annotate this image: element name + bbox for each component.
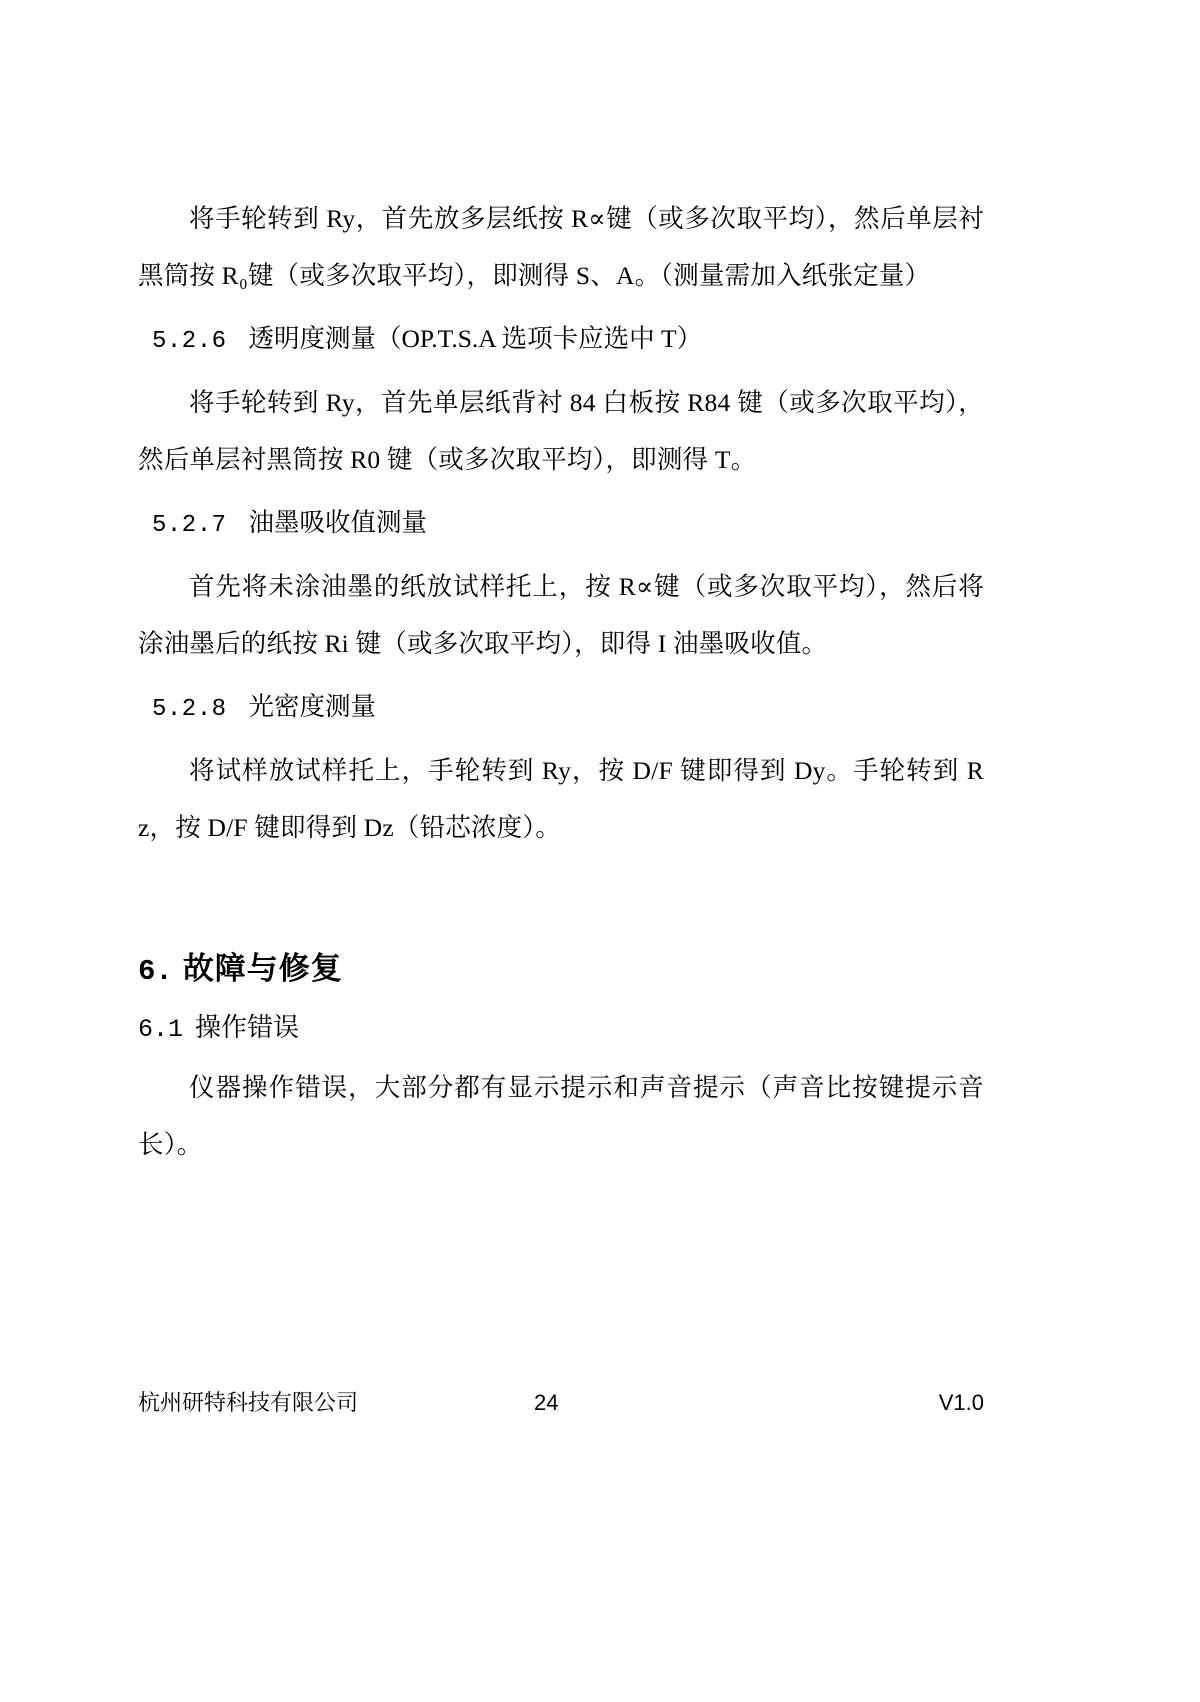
chapter-heading-6: [138, 942, 984, 999]
section-heading-6-1: [138, 1003, 984, 1055]
subheading-number: 5.2.8: [152, 696, 227, 723]
subheading-text: 透明度测量（OP.T.S.A 选项卡应选中 T）: [248, 324, 703, 353]
paragraph-ink-absorption-measurement: 首先将未涂油墨的纸放试样托上，按 R∝键（或多次取平均），然后将涂油墨后的纸按 Ri 键（或多次取平均），即得 I 油墨吸收值。: [138, 572, 984, 658]
footer-page-number: 24: [534, 1390, 559, 1415]
page-content: [138, 190, 984, 1173]
subheading-text: 油墨吸收值测量: [248, 508, 428, 537]
footer-company: 杭州研特科技有限公司: [138, 1390, 359, 1415]
paragraph-optical-density-measurement: 将试样放试样托上，手轮转到 Ry，按 D/F 键即得到 Dy。手轮转到 Rz，按 D/F 键即得到 Dz（铅芯浓度）。: [138, 756, 984, 842]
page-footer: [138, 1388, 984, 1418]
section-number: 6.1: [138, 1015, 184, 1044]
subheading-5-2-7: [138, 494, 984, 554]
paragraph-reflectance-measurement: 将手轮转到 Ry，首先放多层纸按 R∝键（或多次取平均），然后单层衬黑筒按 R₀键（或多次取平均），即测得 S、A。（测量需加入纸张定量）: [138, 204, 984, 290]
chapter-title: 故障与修复: [182, 951, 343, 986]
subheading-5-2-8: [138, 678, 984, 738]
paragraph-transparency-measurement: 将手轮转到 Ry，首先单层纸背衬 84 白板按 R84 键（或多次取平均），然后单层衬黑筒按 R0 键（或多次取平均），即测得 T。: [138, 388, 984, 474]
footer-version: V1.0: [938, 1390, 984, 1415]
section-title: 操作错误: [195, 1013, 300, 1042]
subheading-number: 5.2.7: [152, 512, 227, 539]
spacer: [138, 856, 984, 942]
subheading-5-2-6: [138, 310, 984, 370]
paragraph-operation-error: 仪器操作错误，大部分都有显示提示和声音提示（声音比按键提示音长）。: [138, 1073, 984, 1159]
subheading-number: 5.2.6: [152, 328, 227, 355]
chapter-number: 6.: [138, 955, 173, 988]
subheading-text: 光密度测量: [248, 692, 377, 721]
